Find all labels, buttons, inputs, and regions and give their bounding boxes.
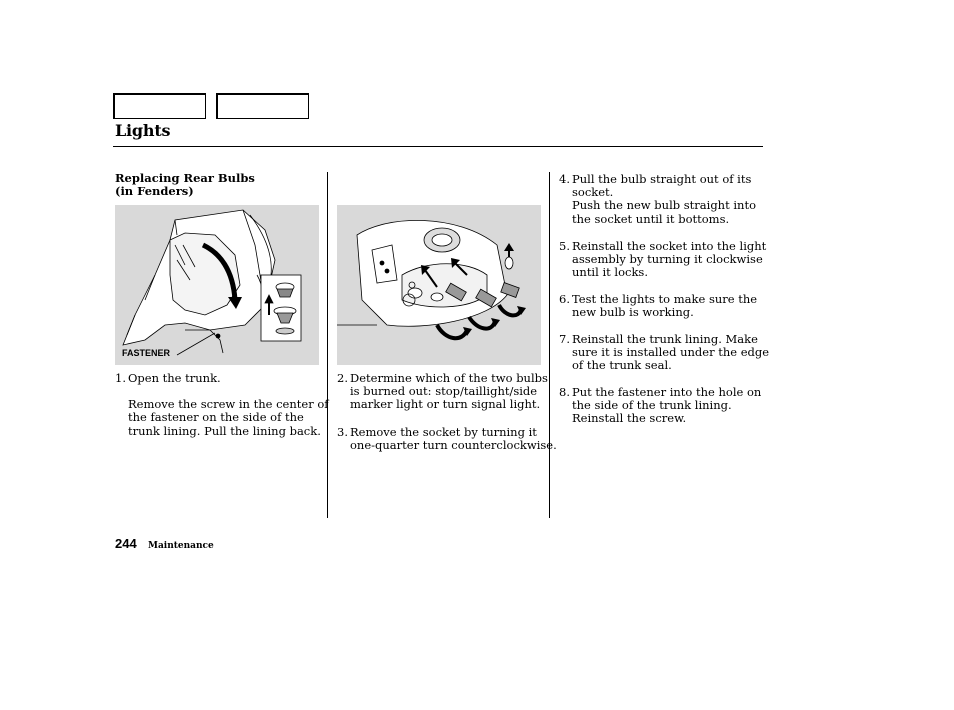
step-3-text	[350, 426, 557, 452]
step-4-number: 4.	[559, 172, 570, 186]
step-2-line: Determine which of the two bulbs	[350, 371, 548, 385]
step-1-line: Remove the screw in the center of	[128, 397, 329, 412]
header-tab-1	[113, 93, 206, 119]
step-5-line: assembly by turning it clockwise	[572, 252, 763, 267]
step-6-line: new bulb is working.	[572, 305, 694, 320]
step-3-number: 3.	[337, 425, 348, 439]
column-divider-1	[327, 172, 328, 518]
fastener-label: FASTENER	[122, 348, 171, 358]
step-5-line: until it locks.	[572, 265, 648, 280]
step-5-line: Reinstall the socket into the light	[572, 239, 767, 253]
step-4-line: Push the new bulb straight into	[572, 198, 756, 213]
trunk-lining-drawing	[115, 205, 319, 365]
page-number: 244	[115, 536, 137, 551]
step-7-line: of the trunk seal.	[572, 358, 672, 373]
step-7-line: sure it is installed under the edge	[572, 345, 770, 360]
step-4-text	[572, 173, 756, 226]
step-6-line: Test the lights to make sure the	[572, 292, 758, 306]
step-7-text	[572, 333, 769, 373]
step-8-line: Reinstall the screw.	[572, 411, 687, 426]
step-3-line: one-quarter turn counterclockwise.	[350, 438, 557, 453]
step-1-line: the fastener on the side of the	[128, 410, 304, 425]
section-name: Maintenance	[148, 541, 214, 551]
step-2-text	[350, 372, 548, 412]
step-4-line: the socket until it bottoms.	[572, 211, 730, 226]
heading-line-2: (in Fenders)	[115, 184, 194, 198]
step-7-line: Reinstall the trunk lining. Make	[572, 332, 758, 346]
step-2-number: 2.	[337, 371, 348, 385]
step-4-line: socket.	[572, 185, 614, 200]
step-1-number: 1.	[115, 371, 126, 385]
column-divider-2	[549, 172, 550, 518]
step-1-text	[128, 372, 329, 438]
step-4-line: Pull the bulb straight out of its	[572, 172, 752, 186]
step-6-text	[572, 293, 757, 319]
socket-removal-illustration	[337, 205, 541, 365]
section-heading	[115, 172, 255, 198]
step-8-text	[572, 386, 761, 426]
title-rule	[113, 146, 763, 147]
step-6-number: 6.	[559, 292, 570, 306]
step-8-line: Put the fastener into the hole on	[572, 385, 762, 399]
step-8-number: 8.	[559, 385, 570, 399]
page-title: Lights	[115, 121, 171, 140]
trunk-lining-illustration	[115, 205, 319, 365]
step-1-line: trunk lining. Pull the lining back.	[128, 423, 321, 438]
step-2-line: marker light or turn signal light.	[350, 397, 541, 412]
step-5-number: 5.	[559, 239, 570, 253]
socket-removal-drawing	[337, 205, 541, 365]
step-8-line: the side of the trunk lining.	[572, 398, 732, 413]
step-5-text	[572, 240, 766, 280]
step-7-number: 7.	[559, 332, 570, 346]
header-tab-2	[216, 93, 309, 119]
step-1-line: Open the trunk.	[128, 371, 221, 385]
step-2-line: is burned out: stop/taillight/side	[350, 384, 538, 399]
step-3-line: Remove the socket by turning it	[350, 425, 537, 439]
heading-line-1: Replacing Rear Bulbs	[115, 171, 255, 185]
